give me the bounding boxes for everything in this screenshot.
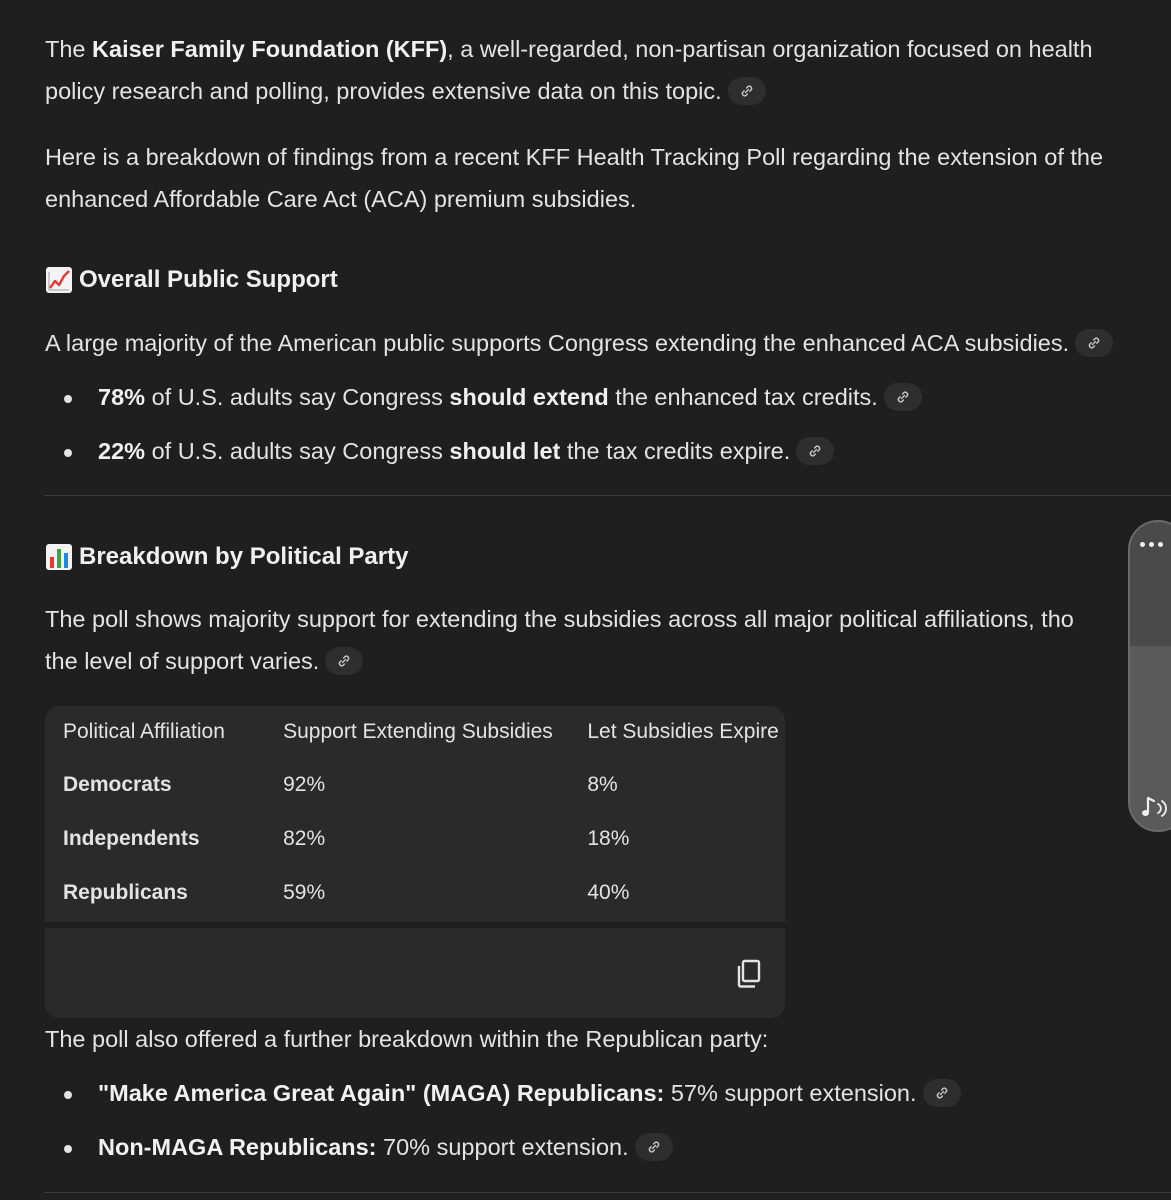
list-item: [45, 1126, 961, 1180]
list-item: [45, 430, 922, 484]
table-row: [45, 758, 785, 812]
section-heading-overall: [45, 262, 338, 298]
intro-org-name: Kaiser Family Foundation (KFF): [92, 36, 448, 62]
link-icon: [807, 443, 823, 459]
expire-cell: 40%: [587, 881, 630, 904]
link-icon: [895, 389, 911, 405]
table-footer: [45, 928, 785, 1018]
column-header: Political Affiliation: [63, 720, 225, 743]
support-cell: 82%: [283, 827, 326, 850]
source-link-chip[interactable]: [325, 647, 363, 675]
table-row: [45, 866, 785, 920]
bullet-text: of U.S. adults say Congress: [145, 438, 450, 464]
bullet-text: 70% support extension.: [376, 1134, 629, 1160]
bullet-text: of U.S. adults say Congress: [145, 384, 450, 410]
source-link-chip[interactable]: [884, 383, 922, 411]
bullet-text: the enhanced tax credits.: [608, 384, 878, 410]
percent-value: 78%: [98, 384, 146, 410]
bullet-text: the tax credits expire.: [560, 438, 791, 464]
bullet-emphasis: "Make America Great Again" (MAGA) Republicans:: [98, 1080, 665, 1106]
party-summary-paragraph: [45, 598, 1145, 682]
table-header-row: [45, 706, 785, 758]
affiliation-cell: Independents: [63, 827, 200, 850]
party-summary-line1: The poll shows majority support for extending the subsidies across all major political affiliations, tho: [45, 606, 1074, 632]
bullet-emphasis: should extend: [449, 384, 609, 410]
bullet-emphasis: Non-MAGA Republicans:: [98, 1134, 377, 1160]
intro-paragraph: [45, 28, 1145, 112]
expire-cell: 8%: [587, 773, 618, 796]
affiliation-cell: Democrats: [63, 773, 172, 796]
link-icon: [1086, 335, 1102, 351]
intro-text-start: The: [45, 36, 93, 62]
copy-icon[interactable]: [735, 958, 763, 990]
party-table: [45, 706, 785, 920]
source-link-chip[interactable]: [796, 437, 834, 465]
support-cell: 59%: [283, 881, 326, 904]
further-breakdown-paragraph: The poll also offered a further breakdown within the Republican party:: [45, 1026, 769, 1052]
table-row: [45, 812, 785, 866]
percent-value: 22%: [98, 438, 146, 464]
more-horizontal-icon[interactable]: [1140, 542, 1163, 547]
expire-cell: 18%: [587, 827, 630, 850]
section-divider: [45, 495, 1171, 496]
republican-bullet-list: [45, 1072, 961, 1180]
source-link-chip[interactable]: [923, 1079, 961, 1107]
bullet-emphasis: should let: [449, 438, 561, 464]
party-summary-line2: the level of support varies.: [45, 648, 320, 674]
side-panel-top: [1130, 522, 1171, 646]
chart-increasing-icon: [45, 266, 73, 294]
bullet-text: 57% support extension.: [664, 1080, 917, 1106]
column-header: Let Subsidies Expire: [587, 720, 779, 743]
list-item: [45, 376, 922, 430]
source-link-chip[interactable]: [728, 77, 766, 105]
bar-chart-icon: [45, 543, 73, 571]
link-icon: [739, 83, 755, 99]
overall-summary-paragraph: [45, 322, 1113, 364]
affiliation-cell: Republicans: [63, 881, 188, 904]
link-icon: [646, 1139, 662, 1155]
list-item: [45, 1072, 961, 1126]
column-header: Support Extending Subsidies: [283, 720, 553, 743]
section-heading-party: [45, 539, 408, 575]
section-divider: [45, 1192, 1171, 1193]
music-note-icon[interactable]: [1140, 794, 1171, 822]
source-link-chip[interactable]: [1075, 329, 1113, 357]
source-link-chip[interactable]: [635, 1133, 673, 1161]
overall-summary-text: A large majority of the American public supports Congress extending the enhanced ACA subsidies.: [45, 330, 1070, 356]
floating-side-panel[interactable]: [1128, 520, 1171, 832]
overall-bullet-list: [45, 376, 922, 484]
breakdown-intro-paragraph: Here is a breakdown of findings from a recent KFF Health Tracking Poll regarding the extension of the enhanced Affordable Care Act (ACA) premium subsidies.: [45, 144, 1104, 212]
link-icon: [934, 1085, 950, 1101]
link-icon: [336, 653, 352, 669]
intro-text-end: , a well-regarded, non-partisan organization focused on health policy research and polling, provides extensive data on this topic.: [45, 36, 1093, 104]
section-title: Breakdown by Political Party: [79, 543, 409, 570]
party-table-container: [45, 706, 785, 922]
support-cell: 92%: [283, 773, 326, 796]
section-title: Overall Public Support: [79, 266, 338, 293]
